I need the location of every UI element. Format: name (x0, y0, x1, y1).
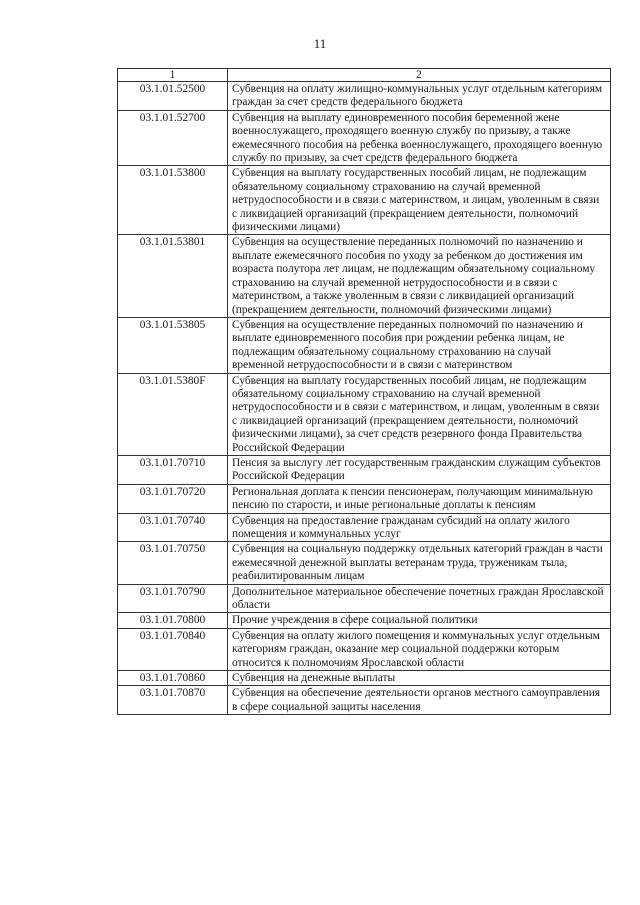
row-code: 03.1.01.5380F (118, 373, 228, 455)
row-description: Дополнительное материальное обеспечение почетных граждан Ярославской области (228, 584, 611, 613)
page-number: 11 (313, 36, 327, 51)
row-code: 03.1.01.70860 (118, 671, 228, 686)
row-description: Субвенция на выплату единовременного пособия беременной жене военнослужащего, проходящего военную службу по призыву, а также ежемесячного пособия на ребенка военнослужащего, проходящего военную службу по призыву, за счет средств федерального бюджета (228, 110, 611, 166)
table-row (118, 166, 611, 235)
row-description: Субвенция на выплату государственных пособий лицам, не подлежащим обязательному социальному страхованию на случай временной нетрудоспособности и в связи с материнством, и лицам, уволенным в связи с ликвидацией организаций (прекращением деятельности, полномочий физическими лицами), за счет средств резервного фонда Правительства Российской Федерации (228, 373, 611, 455)
header-col-2: 2 (228, 69, 611, 82)
table-row (118, 110, 611, 166)
row-code: 03.1.01.70720 (118, 484, 228, 513)
row-description: Субвенция на предоставление гражданам субсидий на оплату жилого помещения и коммунальных услуг (228, 513, 611, 542)
table-row (118, 628, 611, 670)
row-description: Пенсия за выслугу лет государственным гражданским служащим субъектов Российской Федерации (228, 455, 611, 484)
header-col-1: 1 (118, 69, 228, 82)
row-code: 03.1.01.70840 (118, 628, 228, 670)
row-code: 03.1.01.53805 (118, 317, 228, 373)
table-row (118, 513, 611, 542)
row-code: 03.1.01.53801 (118, 235, 228, 317)
row-description: Субвенция на обеспечение деятельности органов местного самоуправления в сфере социальной защиты населения (228, 686, 611, 715)
table-row (118, 584, 611, 613)
row-description: Прочие учреждения в сфере социальной политики (228, 613, 611, 628)
row-code: 03.1.01.53800 (118, 166, 228, 235)
table-row (118, 542, 611, 584)
row-description: Субвенция на оплату жилого помещения и коммунальных услуг отдельным категориям граждан, оказание мер социальной поддержки которым относится к полномочиям Ярославской области (228, 628, 611, 670)
row-description: Субвенция на оплату жилищно-коммунальных услуг отдельным категориям граждан за счет средств федерального бюджета (228, 82, 611, 111)
row-description: Субвенция на социальную поддержку отдельных категорий граждан в части ежемесячной денежной выплаты ветеранам труда, труженикам тыла, реабилитированным лицам (228, 542, 611, 584)
table-body (118, 69, 611, 715)
row-description: Субвенция на осуществление переданных полномочий по назначению и выплате единовременного пособия при рождении ребенка лицам, не подлежащим обязательному социальному страхованию на случай временной нетрудоспособности и в связи с материнством (228, 317, 611, 373)
table-row (118, 373, 611, 455)
table-row (118, 317, 611, 373)
row-code: 03.1.01.52700 (118, 110, 228, 166)
table-row (118, 455, 611, 484)
row-code: 03.1.01.70800 (118, 613, 228, 628)
row-code: 03.1.01.70790 (118, 584, 228, 613)
table-row (118, 484, 611, 513)
row-code: 03.1.01.70870 (118, 686, 228, 715)
table-row (118, 235, 611, 317)
row-code: 03.1.01.70750 (118, 542, 228, 584)
row-description: Субвенция на денежные выплаты (228, 671, 611, 686)
row-code: 03.1.01.52500 (118, 82, 228, 111)
row-description: Субвенция на осуществление переданных полномочий по назначению и выплате ежемесячного пособия по уходу за ребенком до достижения им возраста полутора лет лицам, не подлежащим обязательному социальному страхованию на случай временной нетрудоспособности и в связи с материнством, а также уволенным в связи с ликвидацией организаций (прекращением деятельности, полномочий физическими лицами) (228, 235, 611, 317)
row-code: 03.1.01.70710 (118, 455, 228, 484)
row-description: Региональная доплата к пенсии пенсионерам, получающим минимальную пенсию по старости, и иные региональные доплаты к пенсиям (228, 484, 611, 513)
table-row (118, 82, 611, 111)
row-description: Субвенция на выплату государственных пособий лицам, не подлежащим обязательному социальному страхованию на случай временной нетрудоспособности и в связи с материнством, и лицам, уволенным в связи с ликвидацией организаций (прекращением деятельности, полномочий физическими лицами) (228, 166, 611, 235)
table-row (118, 613, 611, 628)
table-row (118, 686, 611, 715)
row-code: 03.1.01.70740 (118, 513, 228, 542)
budget-codes-table (117, 68, 611, 715)
table-header-row (118, 69, 611, 82)
table-row (118, 671, 611, 686)
